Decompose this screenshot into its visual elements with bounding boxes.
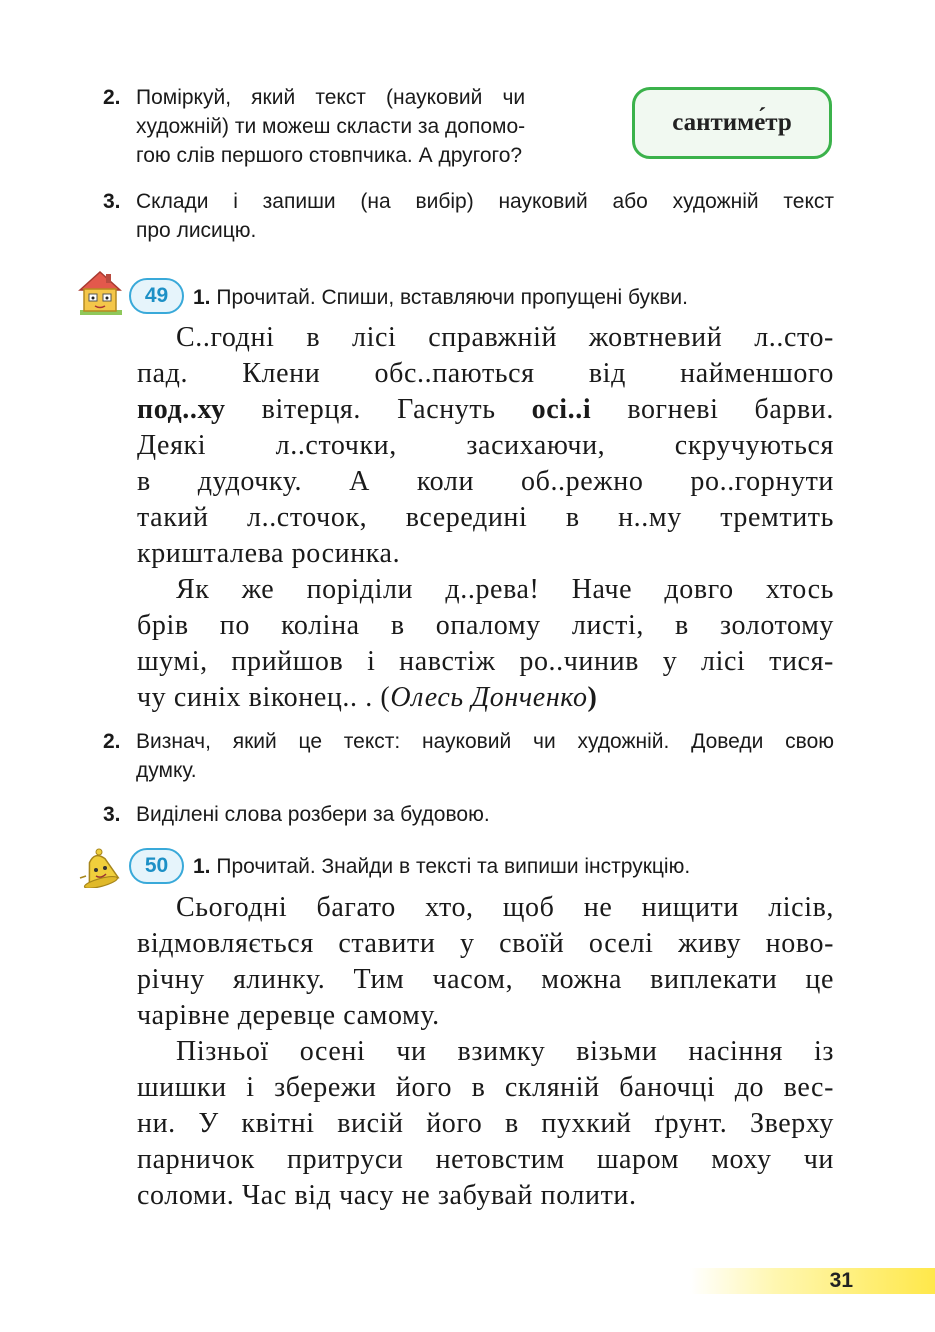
text-line: С..годні в лісі справжній жовтневий л..сто-: [176, 322, 834, 353]
text-line: ни. У квітні висій його в пухкий ґрунт. Зверху: [137, 1108, 834, 1139]
exercise-task: [193, 283, 688, 312]
text-line: Деякі л..сточки, засихаючи, скручуються: [137, 430, 834, 461]
task-line: гою слів першого стовпчика. А другого?: [136, 144, 523, 167]
house-icon: [76, 266, 124, 316]
author-name: Олесь Донченко: [390, 682, 588, 713]
page-number-strip: [690, 1268, 935, 1294]
task-line: Склади і запиши (на вибір) науковий або художній текст: [136, 190, 834, 213]
task-2-ex49: [103, 727, 834, 785]
task-line: Поміркуй, який текст (науковий чи: [136, 86, 526, 109]
task-line: про лисицю.: [136, 219, 257, 242]
exercise-task: [193, 852, 690, 881]
reading-text-49: [137, 320, 834, 716]
bell-icon: [76, 846, 124, 888]
text-fragment: чу синіх віконец.. . (: [137, 682, 391, 713]
task-number: 3.: [103, 803, 121, 826]
text-line: соломи. Час від часу не забувай полити.: [137, 1180, 637, 1211]
vocabulary-word: сантиме́тр: [672, 109, 792, 136]
text-line: кришталева росинка.: [137, 538, 401, 569]
task-text: Виділені слова розбери за будовою.: [136, 803, 490, 826]
task-text: [136, 83, 525, 170]
task-number: 3.: [103, 190, 121, 213]
highlighted-word: осі..і: [531, 394, 592, 425]
task-number: 1.: [193, 286, 211, 309]
text-line: пад. Клени обс..паються від найменшого: [137, 358, 834, 389]
highlighted-word: под..ху: [137, 394, 226, 425]
text-line: шишки і збережи його в скляній баночці до вес-: [137, 1072, 834, 1103]
task-line: Визнач, який це текст: науковий чи художній. Доведи свою: [136, 730, 834, 753]
task-line: думку.: [136, 759, 197, 782]
task-line: художній) ти можеш скласти за допомо-: [136, 115, 526, 138]
task-text: Прочитай. Спиши, вставляючи пропущені букви.: [216, 286, 688, 309]
text-line: такий л..сточок, всередині в н..му тремтить: [137, 502, 834, 533]
text-line: [137, 680, 834, 716]
task-3-ex49: [103, 800, 834, 829]
task-number: 1.: [193, 855, 211, 878]
text-line: Сьогодні багато хто, щоб не нищити лісів,: [176, 892, 834, 923]
reading-text-50: [137, 890, 834, 1214]
text-line: парничок притруси нетовстим шаром моху чи: [137, 1144, 834, 1175]
task-text: [136, 187, 834, 245]
text-line: чарівне деревце самому.: [137, 1000, 440, 1031]
task-number: 2.: [103, 730, 121, 753]
text-fragment: вітерця. Гаснуть: [225, 394, 532, 425]
text-line: [137, 392, 834, 428]
task-text: [136, 727, 834, 785]
exercise-number: 50: [144, 854, 169, 877]
text-line: річну ялинку. Тим часом, можна виплекати це: [137, 964, 834, 995]
text-line: Пізньої осені чи взимку візьми насіння із: [176, 1036, 834, 1067]
exercise-number: 49: [144, 284, 169, 307]
task-text: Прочитай. Знайди в тексті та випиши інструкцію.: [216, 855, 691, 878]
page-number: 31: [829, 1269, 853, 1292]
text-fragment: ): [587, 682, 598, 713]
text-line: шумі, прийшов і навстіж ро..чинив у лісі тися-: [137, 646, 834, 677]
vocabulary-word-box: [632, 87, 832, 159]
text-line: відмовляється ставити у своїй оселі живу ново-: [137, 928, 834, 959]
text-fragment: вогневі барви.: [591, 394, 834, 425]
exercise-number-badge: [129, 278, 184, 314]
task-number: 2.: [103, 86, 121, 109]
text-line: Як же поріділи д..рева! Наче довго хтось: [176, 574, 834, 605]
task-2-top: [103, 83, 608, 170]
text-line: брів по коліна в опалому листі, в золотому: [137, 610, 834, 641]
exercise-number-badge: [129, 848, 184, 884]
text-line: в дудочку. А коли об..режно ро..горнути: [137, 466, 834, 497]
task-3-top: [103, 187, 834, 245]
